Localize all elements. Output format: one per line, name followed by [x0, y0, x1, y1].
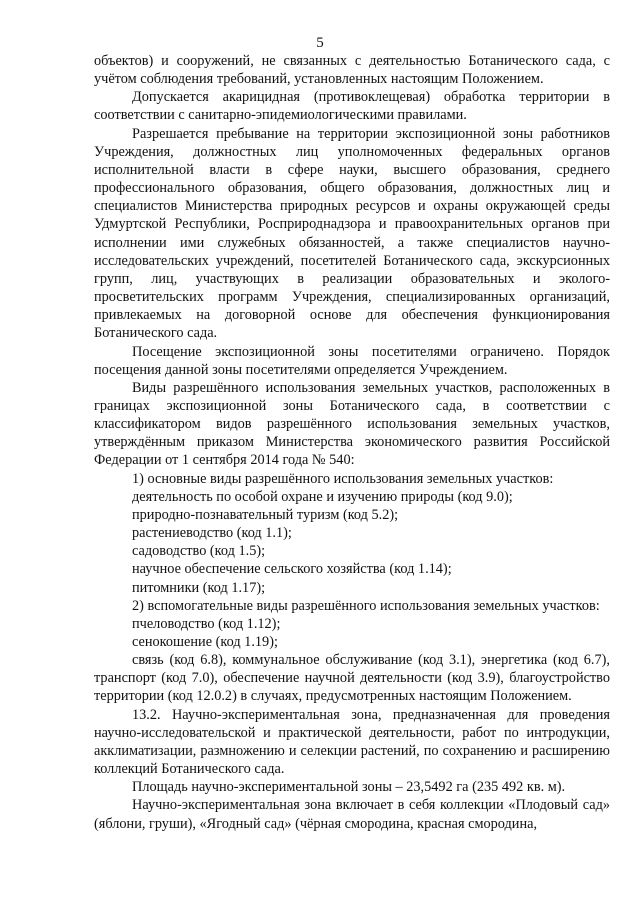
- paragraph: Допускается акарицидная (противоклещевая) обработка территории в соответствии с санитарно-эпидемиологическими правилами.: [94, 89, 610, 124]
- page-number: 5: [316, 35, 324, 51]
- list-item: сенокошение (код 1.19);: [132, 634, 278, 650]
- list-item: растениеводство (код 1.1);: [132, 525, 292, 542]
- list-heading: 2) вспомогательные виды разрешённого использования земельных участков:: [132, 597, 600, 614]
- document-body: [94, 52, 610, 833]
- list-item: научное обеспечение сельского хозяйства (код 1.14);: [132, 561, 452, 578]
- list-item: садоводство (код 1.5);: [132, 543, 266, 560]
- paragraph: Площадь научно-экспериментальной зоны – 23,5492 га (235 492 кв. м).: [132, 779, 566, 796]
- list-item: связь (код 6.8), коммунальное обслуживание (код 3.1), энергетика (код 6.7), транспорт (код 7.0), обеспечение научной деятельности (код 3.9), благоустройство территории (код 12.0.2) в случаях, предусмотренных настоящим Положением.: [94, 652, 610, 705]
- paragraph: Разрешается пребывание на территории экспозиционной зоны работников Учреждения, должностных лиц уполномоченных федеральных органов исполнительной власти в сфере науки, высшего образования, среднего профессионального образования, общего образования, должностных лиц и специалистов Министерства природных ресурсов и охраны окружающей среды Удмуртской Республики, Росприроднадзора и правоохранительных органов при исполнении ими служебных обязанностей, а также специалистов научно-исследовательских учреждений, посетителей Ботанического сада, экскурсионных групп, лиц, участвующих в реализации образовательных и эколого-просветительских программ Учреждения, специализированных организаций, привлекаемых на договорной основе для обеспечения функционирования Ботанического сада.: [94, 125, 610, 342]
- list-item: питомники (код 1.17);: [132, 579, 266, 596]
- section-paragraph: 13.2. Научно-экспериментальная зона, предназначенная для проведения научно-исследовательской и практической деятельности, работ по интродукции, акклиматизации, размножению и селекции растений, по сохранению и расширению коллекций Ботанического сада.: [94, 706, 610, 778]
- paragraph: Посещение экспозиционной зоны посетителями ограничено. Порядок посещения данной зоны посетителями определяется Учреждением.: [94, 343, 610, 378]
- paragraph: Научно-экспериментальная зона включает в себя коллекции «Плодовый сад» (яблони, груши), «Ягодный сад» (чёрная смородина, красная смородина,: [94, 797, 610, 832]
- list-item: деятельность по особой охране и изучению природы (код 9.0);: [132, 488, 513, 505]
- list-item: пчеловодство (код 1.12);: [132, 615, 281, 632]
- list-item: природно-познавательный туризм (код 5.2);: [132, 506, 399, 523]
- paragraph: Виды разрешённого использования земельных участков, расположенных в границах экспозиционной зоны Ботанического сада, в соответствии с классификатором видов разрешённого использования земельных участков, утверждённым приказом Министерства экономического развития Российской Федерации от 1 сентября 2014 года № 540:: [94, 379, 610, 469]
- paragraph: объектов) и сооружений, не связанных с деятельностью Ботанического сада, с учётом соблюдения требований, установленных настоящим Положением.: [94, 53, 610, 88]
- list-heading: 1) основные виды разрешённого использования земельных участков:: [132, 470, 554, 487]
